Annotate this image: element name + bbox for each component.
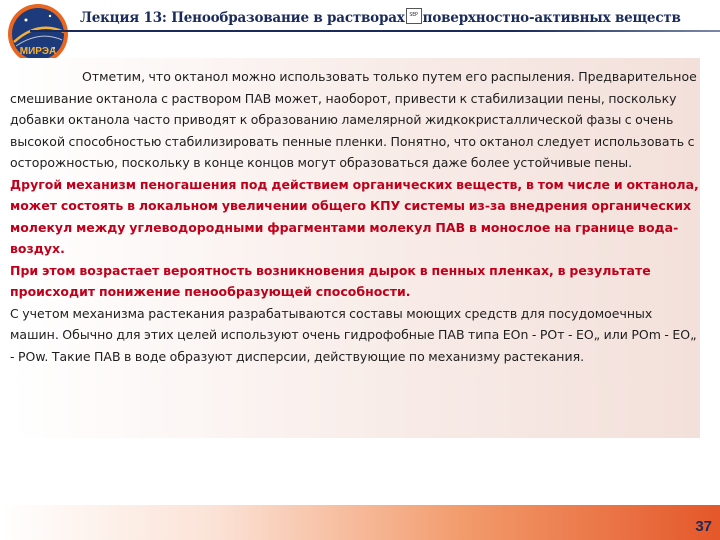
paragraph-defoaming-mechanism: Другой механизм пеногашения под действием органических веществ, в том числе и октанола, может состоять в локальном увеличении общего КПУ системы из-за внедрения органических молекул между углеводородными фрагментами молекул ПАВ в монослое на границе вода-воздух. <box>10 176 699 256</box>
footer-bar <box>0 505 720 540</box>
title-part-1: Лекция 13: Пенообразование в растворах <box>80 10 405 26</box>
paragraph-octanol-spraying: Отметим, что октанол можно использовать только путем его распыления. Предварительное смешивание октанола с раствором ПАВ может, наоборот, привести к стабилизации пены, поскольку добавки октанола часто приводят к образованию ламелярной жидкокристаллической фазы с очень высокой способностью стабилизировать пенные пленки. Понятно, что октанол следует использовать с осторожностью, поскольку в конце концов могут образоваться даже более устойчивые пены. <box>10 69 697 170</box>
logo-text: МИРЭА <box>19 46 57 57</box>
paragraph-dishwasher-detergents: С учетом механизма растекания разрабатываются составы моющих средств для посудомоечных машин. Обычно для этих целей используют очень гидрофобные ПАВ типа ЕОn - РОт - ЕО„ или РОm - ЕО„ - РОw. Такие ПАВ в воде образуют дисперсии, действующие по механизму растекания. <box>10 305 697 364</box>
separator-glyph-icon <box>406 8 422 24</box>
header-divider <box>30 30 720 32</box>
mirea-logo <box>6 2 70 66</box>
page-number: 37 <box>695 518 712 535</box>
paragraph-hole-probability: При этом возрастает вероятность возникновения дырок в пенных пленках, в результате происходит понижение пенообразующей способности. <box>10 262 651 299</box>
title-part-2: поверхностно-активных веществ <box>422 10 681 26</box>
body-text <box>10 66 700 367</box>
page-title <box>80 8 716 26</box>
